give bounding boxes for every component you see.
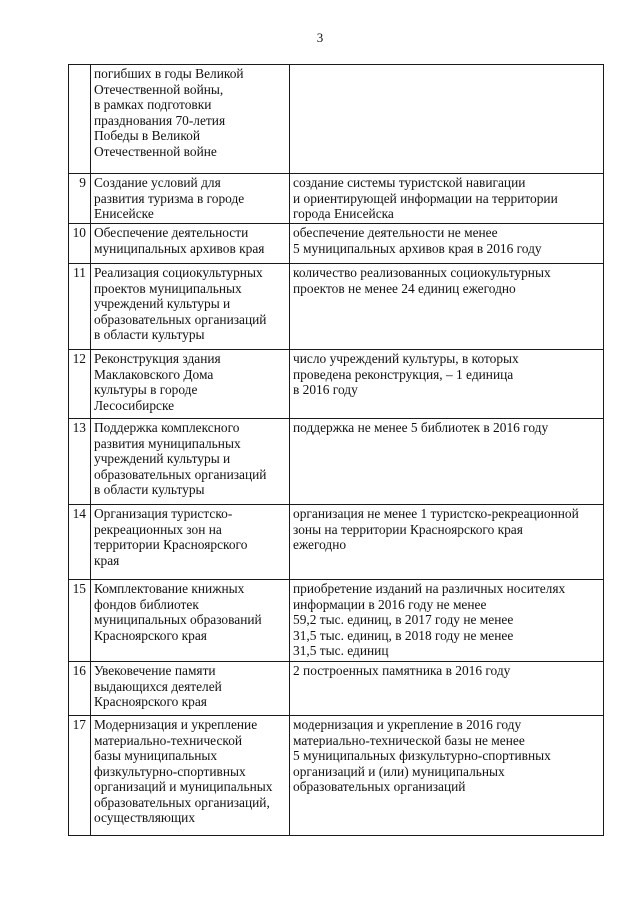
table-row bbox=[69, 716, 604, 836]
result-cell bbox=[290, 65, 604, 174]
result-text-line: приобретение изданий на различных носителях bbox=[293, 581, 566, 596]
event-text-line: Модернизация и укрепление bbox=[94, 717, 258, 732]
result-text-line: города Енисейска bbox=[293, 206, 394, 221]
result-text-line: проектов не менее 24 единиц ежегодно bbox=[293, 280, 516, 296]
event-cell bbox=[91, 716, 290, 836]
measures-table bbox=[68, 64, 604, 836]
event-cell bbox=[91, 264, 290, 350]
event-text-line: развития туризма в городе bbox=[94, 190, 245, 206]
event-text-line: муниципальных архивов края bbox=[94, 240, 265, 256]
row-number-cell: 16 bbox=[69, 662, 91, 716]
event-text-line: физкультурно-спортивных bbox=[94, 763, 246, 779]
result-text-line: проведена реконструкция, – 1 единица bbox=[293, 366, 514, 382]
event-text-line: погибших в годы Великой bbox=[94, 66, 244, 81]
result-cell bbox=[290, 264, 604, 350]
event-text-line: Лесосибирске bbox=[94, 397, 175, 413]
event-text-line: Реализация социокультурных bbox=[94, 265, 263, 280]
event-cell bbox=[91, 65, 290, 174]
event-cell bbox=[91, 224, 290, 264]
event-text-line: Отечественной войны, bbox=[94, 81, 224, 97]
result-text-line: создание системы туристской навигации bbox=[293, 175, 526, 190]
table-row bbox=[69, 65, 604, 174]
event-text-line: осуществляющих bbox=[94, 810, 196, 825]
table-row bbox=[69, 419, 604, 505]
row-number-cell bbox=[69, 65, 91, 174]
event-cell bbox=[91, 662, 290, 716]
table-row bbox=[69, 662, 604, 716]
event-cell bbox=[91, 580, 290, 662]
result-text-line: организация не менее 1 туристско-рекреационной bbox=[293, 506, 579, 521]
result-cell bbox=[290, 419, 604, 505]
result-cell bbox=[290, 174, 604, 224]
event-text-line: территории Красноярского bbox=[94, 537, 248, 552]
result-text-line: 5 муниципальных физкультурно-спортивных bbox=[293, 748, 551, 763]
event-text-line: проектов муниципальных bbox=[94, 280, 242, 296]
result-text-line: число учреждений культуры, в которых bbox=[293, 351, 519, 366]
result-text-line: организаций и (или) муниципальных bbox=[293, 763, 505, 779]
table-row bbox=[69, 174, 604, 224]
result-text-line: поддержка не менее 5 библиотек в 2016 году bbox=[293, 420, 549, 435]
table-row bbox=[69, 224, 604, 264]
event-text-line: материально-технической bbox=[94, 732, 243, 748]
row-number-cell: 12 bbox=[69, 350, 91, 419]
result-text-line: 59,2 тыс. единиц, в 2017 году не менее bbox=[293, 612, 514, 627]
result-text-line: 31,5 тыс. единиц bbox=[293, 643, 389, 658]
event-text-line: Организация туристско- bbox=[94, 506, 233, 521]
table-body bbox=[69, 65, 604, 836]
result-text-line: зоны на территории Красноярского края bbox=[293, 521, 523, 537]
event-text-line: учреждений культуры и bbox=[94, 451, 231, 466]
table-row bbox=[69, 264, 604, 350]
result-cell bbox=[290, 580, 604, 662]
result-cell bbox=[290, 224, 604, 264]
result-text-line: в 2016 году bbox=[293, 382, 358, 397]
event-text-line: Увековечение памяти bbox=[94, 663, 216, 678]
event-text-line: Поддержка комплексного bbox=[94, 420, 240, 435]
event-cell bbox=[91, 350, 290, 419]
event-cell bbox=[91, 174, 290, 224]
table-row bbox=[69, 505, 604, 580]
table-row bbox=[69, 350, 604, 419]
event-cell bbox=[91, 419, 290, 505]
row-number-cell: 13 bbox=[69, 419, 91, 505]
event-text-line: базы муниципальных bbox=[94, 748, 218, 763]
event-text-line: Красноярского края bbox=[94, 694, 207, 709]
result-text-line: и ориентирующей информации на территории bbox=[293, 190, 558, 206]
event-text-line: Енисейске bbox=[94, 206, 154, 221]
event-text-line: фондов библиотек bbox=[94, 596, 199, 612]
row-number-cell: 10 bbox=[69, 224, 91, 264]
result-text-line: 5 муниципальных архивов края в 2016 году bbox=[293, 240, 542, 256]
row-number-cell: 14 bbox=[69, 505, 91, 580]
result-text-line: обеспечение деятельности не менее bbox=[293, 225, 498, 240]
result-text-line: количество реализованных социокультурных bbox=[293, 265, 551, 280]
row-number-cell: 17 bbox=[69, 716, 91, 836]
result-cell bbox=[290, 350, 604, 419]
result-text-line: модернизация и укрепление в 2016 году bbox=[293, 717, 522, 732]
event-text-line: в области культуры bbox=[94, 327, 205, 342]
result-cell bbox=[290, 716, 604, 836]
event-text-line: Маклаковского Дома bbox=[94, 366, 214, 382]
event-text-line: празднования 70-летия bbox=[94, 112, 226, 128]
result-text-line: 2 построенных памятника в 2016 году bbox=[293, 663, 511, 678]
event-text-line: развития муниципальных bbox=[94, 435, 241, 451]
event-text-line: Отечественной войне bbox=[94, 143, 217, 159]
row-number-cell: 11 bbox=[69, 264, 91, 350]
row-number-cell: 9 bbox=[69, 174, 91, 224]
result-cell bbox=[290, 505, 604, 580]
event-text-line: образовательных организаций bbox=[94, 311, 267, 327]
event-text-line: Комплектование книжных bbox=[94, 581, 245, 596]
event-text-line: организаций и муниципальных bbox=[94, 779, 273, 794]
event-text-line: в рамках подготовки bbox=[94, 97, 212, 112]
row-number-cell: 15 bbox=[69, 580, 91, 662]
result-text-line: образовательных организаций bbox=[293, 779, 466, 794]
result-text-line: материально-технической базы не менее bbox=[293, 732, 525, 748]
event-text-line: образовательных организаций bbox=[94, 466, 267, 482]
event-text-line: края bbox=[94, 552, 120, 568]
event-text-line: в области культуры bbox=[94, 482, 205, 497]
event-text-line: рекреационных зон на bbox=[94, 521, 222, 537]
event-text-line: Реконструкция здания bbox=[94, 351, 221, 366]
event-text-line: выдающихся деятелей bbox=[94, 678, 222, 694]
page-number: 3 bbox=[316, 30, 324, 45]
event-text-line: учреждений культуры и bbox=[94, 296, 231, 311]
event-text-line: образовательных организаций, bbox=[94, 794, 270, 810]
event-text-line: Красноярского края bbox=[94, 627, 207, 643]
result-text-line: информации в 2016 году не менее bbox=[293, 596, 487, 612]
event-text-line: Обеспечение деятельности bbox=[94, 225, 249, 240]
event-cell bbox=[91, 505, 290, 580]
event-text-line: муниципальных образований bbox=[94, 612, 262, 627]
result-cell bbox=[290, 662, 604, 716]
table-row bbox=[69, 580, 604, 662]
event-text-line: Победы в Великой bbox=[94, 128, 201, 143]
result-text-line: 31,5 тыс. единиц, в 2018 году не менее bbox=[293, 627, 514, 643]
event-text-line: культуры в городе bbox=[94, 382, 198, 397]
result-text-line: ежегодно bbox=[293, 537, 347, 552]
event-text-line: Создание условий для bbox=[94, 175, 221, 190]
